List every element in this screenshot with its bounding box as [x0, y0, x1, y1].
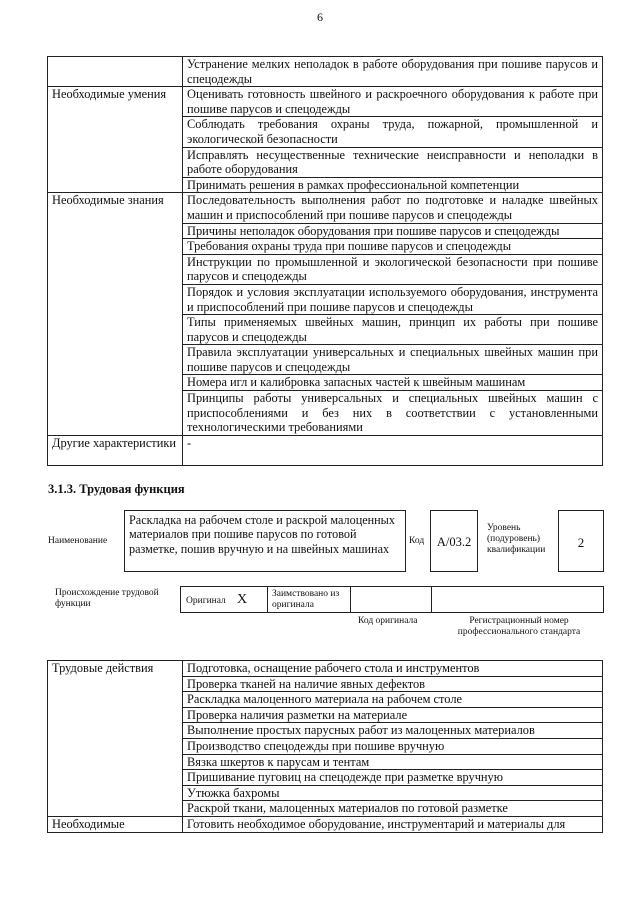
code-original-caption: Код оригинала: [358, 616, 418, 626]
row-label: Необходимые: [48, 816, 183, 832]
row-item: Проверка наличия разметки на материале: [183, 707, 603, 723]
row-item: Исправлять несущественные технические неисправности и неполадки в работе оборудования: [183, 147, 603, 177]
level-label: Уровень (подуровень) квалификации: [487, 523, 546, 555]
page-number: 6: [317, 10, 323, 24]
table-row: [48, 816, 603, 832]
table-row: [48, 193, 603, 223]
function-name-box: [124, 510, 406, 572]
row-item: Принципы работы универсальных и специальных швейных машин с приспособлениями и без них в соответствии с установленными технологическими требованиями: [183, 391, 603, 436]
function-code: А/03.2: [436, 535, 472, 549]
row-item: Типы применяемых швейных машин, принцип их работы при пошиве парусов и спецодежды: [183, 315, 603, 345]
row-item: -: [183, 436, 603, 466]
table-row: [48, 436, 603, 466]
qualification-level-box: [558, 510, 604, 572]
function-code-box: [430, 510, 478, 572]
section-title: 3.1.3. Трудовая функция: [48, 482, 185, 496]
table-row: [48, 87, 603, 117]
table-row: [48, 57, 603, 87]
row-label: Необходимые знания: [48, 193, 183, 436]
row-item: Производство спецодежды при пошиве вручную: [183, 738, 603, 754]
function-name: Раскладка на рабочем столе и раскрой малоценных материалов при пошиве парусов по готовой разметке, пошив вручную и на швейных машинах: [129, 513, 395, 556]
row-item: Инструкции по промышленной и экологической безопасности при пошиве парусов и спецодежды: [183, 254, 603, 284]
row-item: Устранение мелких неполадок в работе оборудования при пошиве парусов и спецодежды: [183, 57, 603, 87]
row-item: Выполнение простых парусных работ из малоценных материалов: [183, 723, 603, 739]
row-item: Порядок и условия эксплуатации используемого оборудования, инструмента и приспособлений при пошиве парусов и спецодежды: [183, 284, 603, 314]
row-item: Пришивание пуговиц на спецодежде при разметке вручную: [183, 770, 603, 786]
row-label: Другие характеристики: [48, 436, 183, 466]
labor-actions-table: [47, 660, 603, 833]
code-original-cell: [350, 586, 432, 613]
row-item: Раскладка малоценного материала на рабочем столе: [183, 692, 603, 708]
borrowed-label: Заимствовано из оригинала: [272, 589, 340, 610]
borrowed-cell: [267, 586, 351, 613]
skills-knowledge-table: [47, 56, 603, 466]
row-item: Причины неполадок оборудования при пошиве парусов и спецодежды: [183, 223, 603, 239]
row-item: Принимать решения в рамках профессиональной компетенции: [183, 177, 603, 193]
original-label: Оригинал: [186, 596, 226, 606]
row-label: Необходимые умения: [48, 87, 183, 193]
row-item: Правила эксплуатации универсальных и специальных швейных машин при пошиве парусов и спецодежды: [183, 345, 603, 375]
row-label: Трудовые действия: [48, 661, 183, 817]
origin-label: Происхождение трудовой функции: [55, 588, 159, 609]
row-item: Номера игл и калибровка запасных частей к швейным машинам: [183, 375, 603, 391]
row-item: Раскрой ткани, малоценных материалов по готовой разметке: [183, 801, 603, 817]
original-cell: [180, 586, 268, 613]
row-item: Последовательность выполнения работ по подготовке и наладке швейных машин и приспособлений при пошиве парусов и спецодежды: [183, 193, 603, 223]
reg-number-caption: Регистрационный номер профессионального стандарта: [457, 616, 581, 637]
row-label: [48, 57, 183, 87]
name-label: Наименование: [48, 536, 108, 546]
table-row: [48, 661, 603, 677]
row-item: Утюжка бахромы: [183, 785, 603, 801]
row-item: Проверка тканей на наличие явных дефектов: [183, 676, 603, 692]
original-mark: X: [237, 592, 248, 607]
row-item: Подготовка, оснащение рабочего стола и инструментов: [183, 661, 603, 677]
row-item: Вязка шкертов к парусам и тентам: [183, 754, 603, 770]
qualification-level: 2: [577, 535, 585, 550]
row-item: Соблюдать требования охраны труда, пожарной, промышленной и экологической безопасности: [183, 117, 603, 147]
row-item: Оценивать готовность швейного и раскроечного оборудования к работе при пошиве парусов и спецодежды: [183, 87, 603, 117]
row-item: Готовить необходимое оборудование, инструментарий и материалы для: [183, 816, 603, 832]
code-label: Код: [409, 536, 425, 546]
row-item: Требования охраны труда при пошиве парусов и спецодежды: [183, 239, 603, 255]
